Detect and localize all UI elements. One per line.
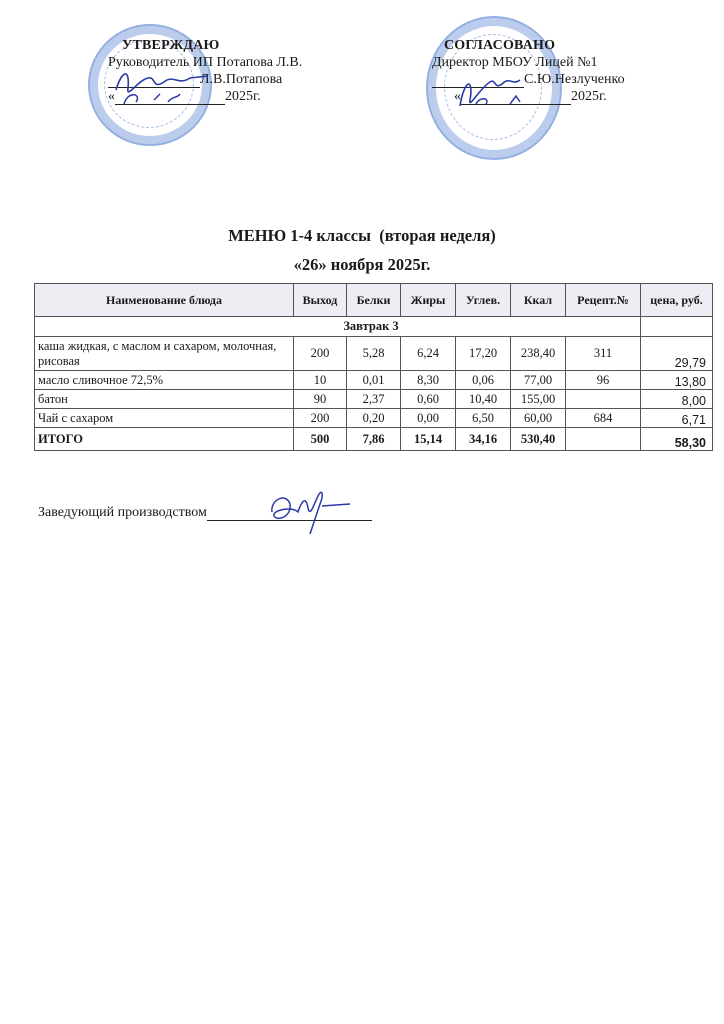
header-fat: Жиры <box>401 284 456 317</box>
approved-year: 2025г. <box>225 89 261 104</box>
section-row <box>35 317 713 337</box>
dish-output: 10 <box>294 371 347 390</box>
page-title: МЕНЮ 1-4 классы (вторая неделя) <box>228 226 496 245</box>
total-fat: 15,14 <box>401 428 456 451</box>
dish-recipe: 684 <box>566 409 641 428</box>
header-carbs: Углев. <box>456 284 511 317</box>
header-recipe: Рецепт.№ <box>566 284 641 317</box>
dish-kcal: 238,40 <box>511 337 566 371</box>
table-row <box>35 390 713 409</box>
dish-recipe: 96 <box>566 371 641 390</box>
dish-price: 29,79 <box>641 337 713 371</box>
header-output: Выход <box>294 284 347 317</box>
agreed-name: С.Ю.Незлученко <box>524 72 625 87</box>
table-row <box>35 337 713 371</box>
header-price: цена, руб. <box>641 284 713 317</box>
dish-name: батон <box>35 390 294 409</box>
total-protein: 7,86 <box>347 428 401 451</box>
dish-price: 6,71 <box>641 409 713 428</box>
agreed-position: Директор МБОУ Лицей №1 <box>432 55 598 70</box>
dish-carbs: 6,50 <box>456 409 511 428</box>
menu-date: «26» ноября 2025г. <box>293 255 431 274</box>
approved-title: УТВЕРЖДАЮ <box>122 38 220 53</box>
dish-fat: 6,24 <box>401 337 456 371</box>
dish-fat: 0,00 <box>401 409 456 428</box>
dish-recipe: 311 <box>566 337 641 371</box>
approved-signature <box>108 60 218 108</box>
menu-table <box>34 283 713 451</box>
header-protein: Белки <box>347 284 401 317</box>
dish-output: 90 <box>294 390 347 409</box>
dish-kcal: 60,00 <box>511 409 566 428</box>
approved-date-open-quote: « <box>108 89 115 104</box>
total-output: 500 <box>294 428 347 451</box>
header-name: Наименование блюда <box>35 284 294 317</box>
table-header-row <box>35 284 713 317</box>
table-row <box>35 409 713 428</box>
total-recipe <box>566 428 641 451</box>
agreed-signature <box>440 60 550 112</box>
footer-label: Заведующий производством <box>38 505 207 520</box>
dish-name: каша жидкая, с маслом и сахаром, молочная, рисовая <box>35 337 294 371</box>
dish-output: 200 <box>294 337 347 371</box>
table-row <box>35 371 713 390</box>
dish-price: 13,80 <box>641 371 713 390</box>
dish-protein: 0,01 <box>347 371 401 390</box>
approved-position: Руководитель ИП Потапова Л.В. <box>108 55 303 70</box>
dish-carbs: 10,40 <box>456 390 511 409</box>
total-kcal: 530,40 <box>511 428 566 451</box>
section-title: Завтрак 3 <box>35 317 641 337</box>
dish-protein: 0,20 <box>347 409 401 428</box>
dish-kcal: 155,00 <box>511 390 566 409</box>
dish-recipe <box>566 390 641 409</box>
footer-signature <box>262 482 372 538</box>
dish-protein: 2,37 <box>347 390 401 409</box>
header-kcal: Ккал <box>511 284 566 317</box>
agreed-year: 2025г. <box>571 89 607 104</box>
dish-protein: 5,28 <box>347 337 401 371</box>
dish-output: 200 <box>294 409 347 428</box>
section-price-cell <box>641 317 713 337</box>
dish-price: 8,00 <box>641 390 713 409</box>
dish-fat: 0,60 <box>401 390 456 409</box>
dish-name: Чай с сахаром <box>35 409 294 428</box>
dish-carbs: 17,20 <box>456 337 511 371</box>
total-row <box>35 428 713 451</box>
dish-carbs: 0,06 <box>456 371 511 390</box>
approved-name: Л.В.Потапова <box>200 72 283 87</box>
total-label: ИТОГО <box>35 428 294 451</box>
total-carbs: 34,16 <box>456 428 511 451</box>
agreed-date-open-quote: « <box>454 89 461 104</box>
agreed-title: СОГЛАСОВАНО <box>444 38 556 53</box>
total-price: 58,30 <box>641 428 713 451</box>
dish-fat: 8,30 <box>401 371 456 390</box>
dish-name: масло сливочное 72,5% <box>35 371 294 390</box>
dish-kcal: 77,00 <box>511 371 566 390</box>
